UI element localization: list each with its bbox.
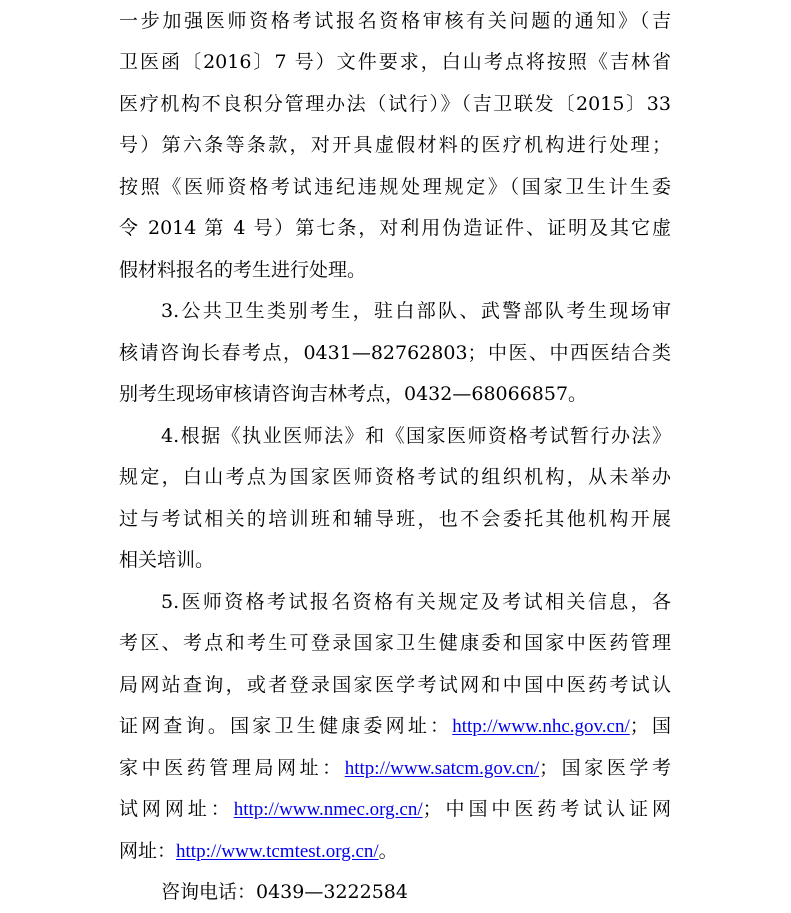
body-text-line: 按照《医师资格考试违纪违规处理规定》（国家卫生计生委: [119, 176, 671, 198]
satcm-website-link[interactable]: http://www.satcm.gov.cn/: [344, 758, 540, 779]
body-text-line: 核请咨询长春考点，0431—82762803；中医、中西医结合类: [119, 342, 671, 364]
body-text-line: 医疗机构不良积分管理办法（试行）》（吉卫联发〔2015〕33: [119, 93, 671, 115]
body-text-line: 别考生现场审核请咨询吉林考点，0432—68066857。: [119, 383, 588, 405]
body-text-line: 假材料报名的考生进行处理。: [119, 259, 367, 281]
link-prefix-text: 试网网址：: [119, 798, 234, 820]
link-prefix-text: 家中医药管理局网址：: [119, 757, 345, 779]
link-prefix-text: 证网查询。国家卫生健康委网址：: [119, 715, 453, 737]
paragraph-3-first-line: 3.公共卫生类别考生，驻白部队、武警部队考生现场审: [161, 300, 671, 322]
body-text-line: 相关培训。: [119, 549, 215, 571]
link-suffix-text: ；国: [629, 715, 671, 737]
link-line: [119, 708, 671, 744]
link-suffix-text: ；国家医学考: [539, 757, 671, 779]
body-text-line: 令 2014 第 4 号）第七条，对利用伪造证件、证明及其它虚: [119, 217, 671, 239]
link-prefix-text: 网址：: [119, 840, 177, 862]
body-text-line: 号）第六条等条款，对开具虚假材料的医疗机构进行处理；: [119, 134, 671, 156]
body-text-line: 局网站查询，或者登录国家医学考试网和中国中医药考试认: [119, 674, 671, 696]
link-line: [119, 750, 671, 786]
body-text-line: 过与考试相关的培训班和辅导班，也不会委托其他机构开展: [119, 508, 671, 530]
body-text-line: 规定，白山考点为国家医师资格考试的组织机构，从未举办: [119, 466, 671, 488]
nmec-website-link[interactable]: http://www.nmec.org.cn/: [233, 799, 423, 820]
nhc-website-link[interactable]: http://www.nhc.gov.cn/: [452, 716, 630, 737]
link-suffix-text: ；中国中医药考试认证网: [422, 798, 671, 820]
body-text-line: 卫医函〔2016〕7 号）文件要求，白山考点将按照《吉林省: [119, 51, 671, 73]
contact-phone: 咨询电话：0439—3222584: [161, 881, 408, 903]
paragraph-4-first-line: 4.根据《执业医师法》和《国家医师资格考试暂行办法》: [161, 425, 671, 447]
body-text-line: 一步加强医师资格考试报名资格审核有关问题的通知》（吉: [119, 10, 671, 32]
tcmtest-website-link[interactable]: http://www.tcmtest.org.cn/: [176, 841, 379, 862]
body-text-line: 考区、考点和考生可登录国家卫生健康委和国家中医药管理: [119, 632, 671, 654]
link-line: [119, 791, 671, 827]
link-suffix-text: 。: [378, 840, 398, 862]
paragraph-5-first-line: 5.医师资格考试报名资格有关规定及考试相关信息，各: [161, 591, 671, 613]
link-line: [119, 833, 671, 869]
